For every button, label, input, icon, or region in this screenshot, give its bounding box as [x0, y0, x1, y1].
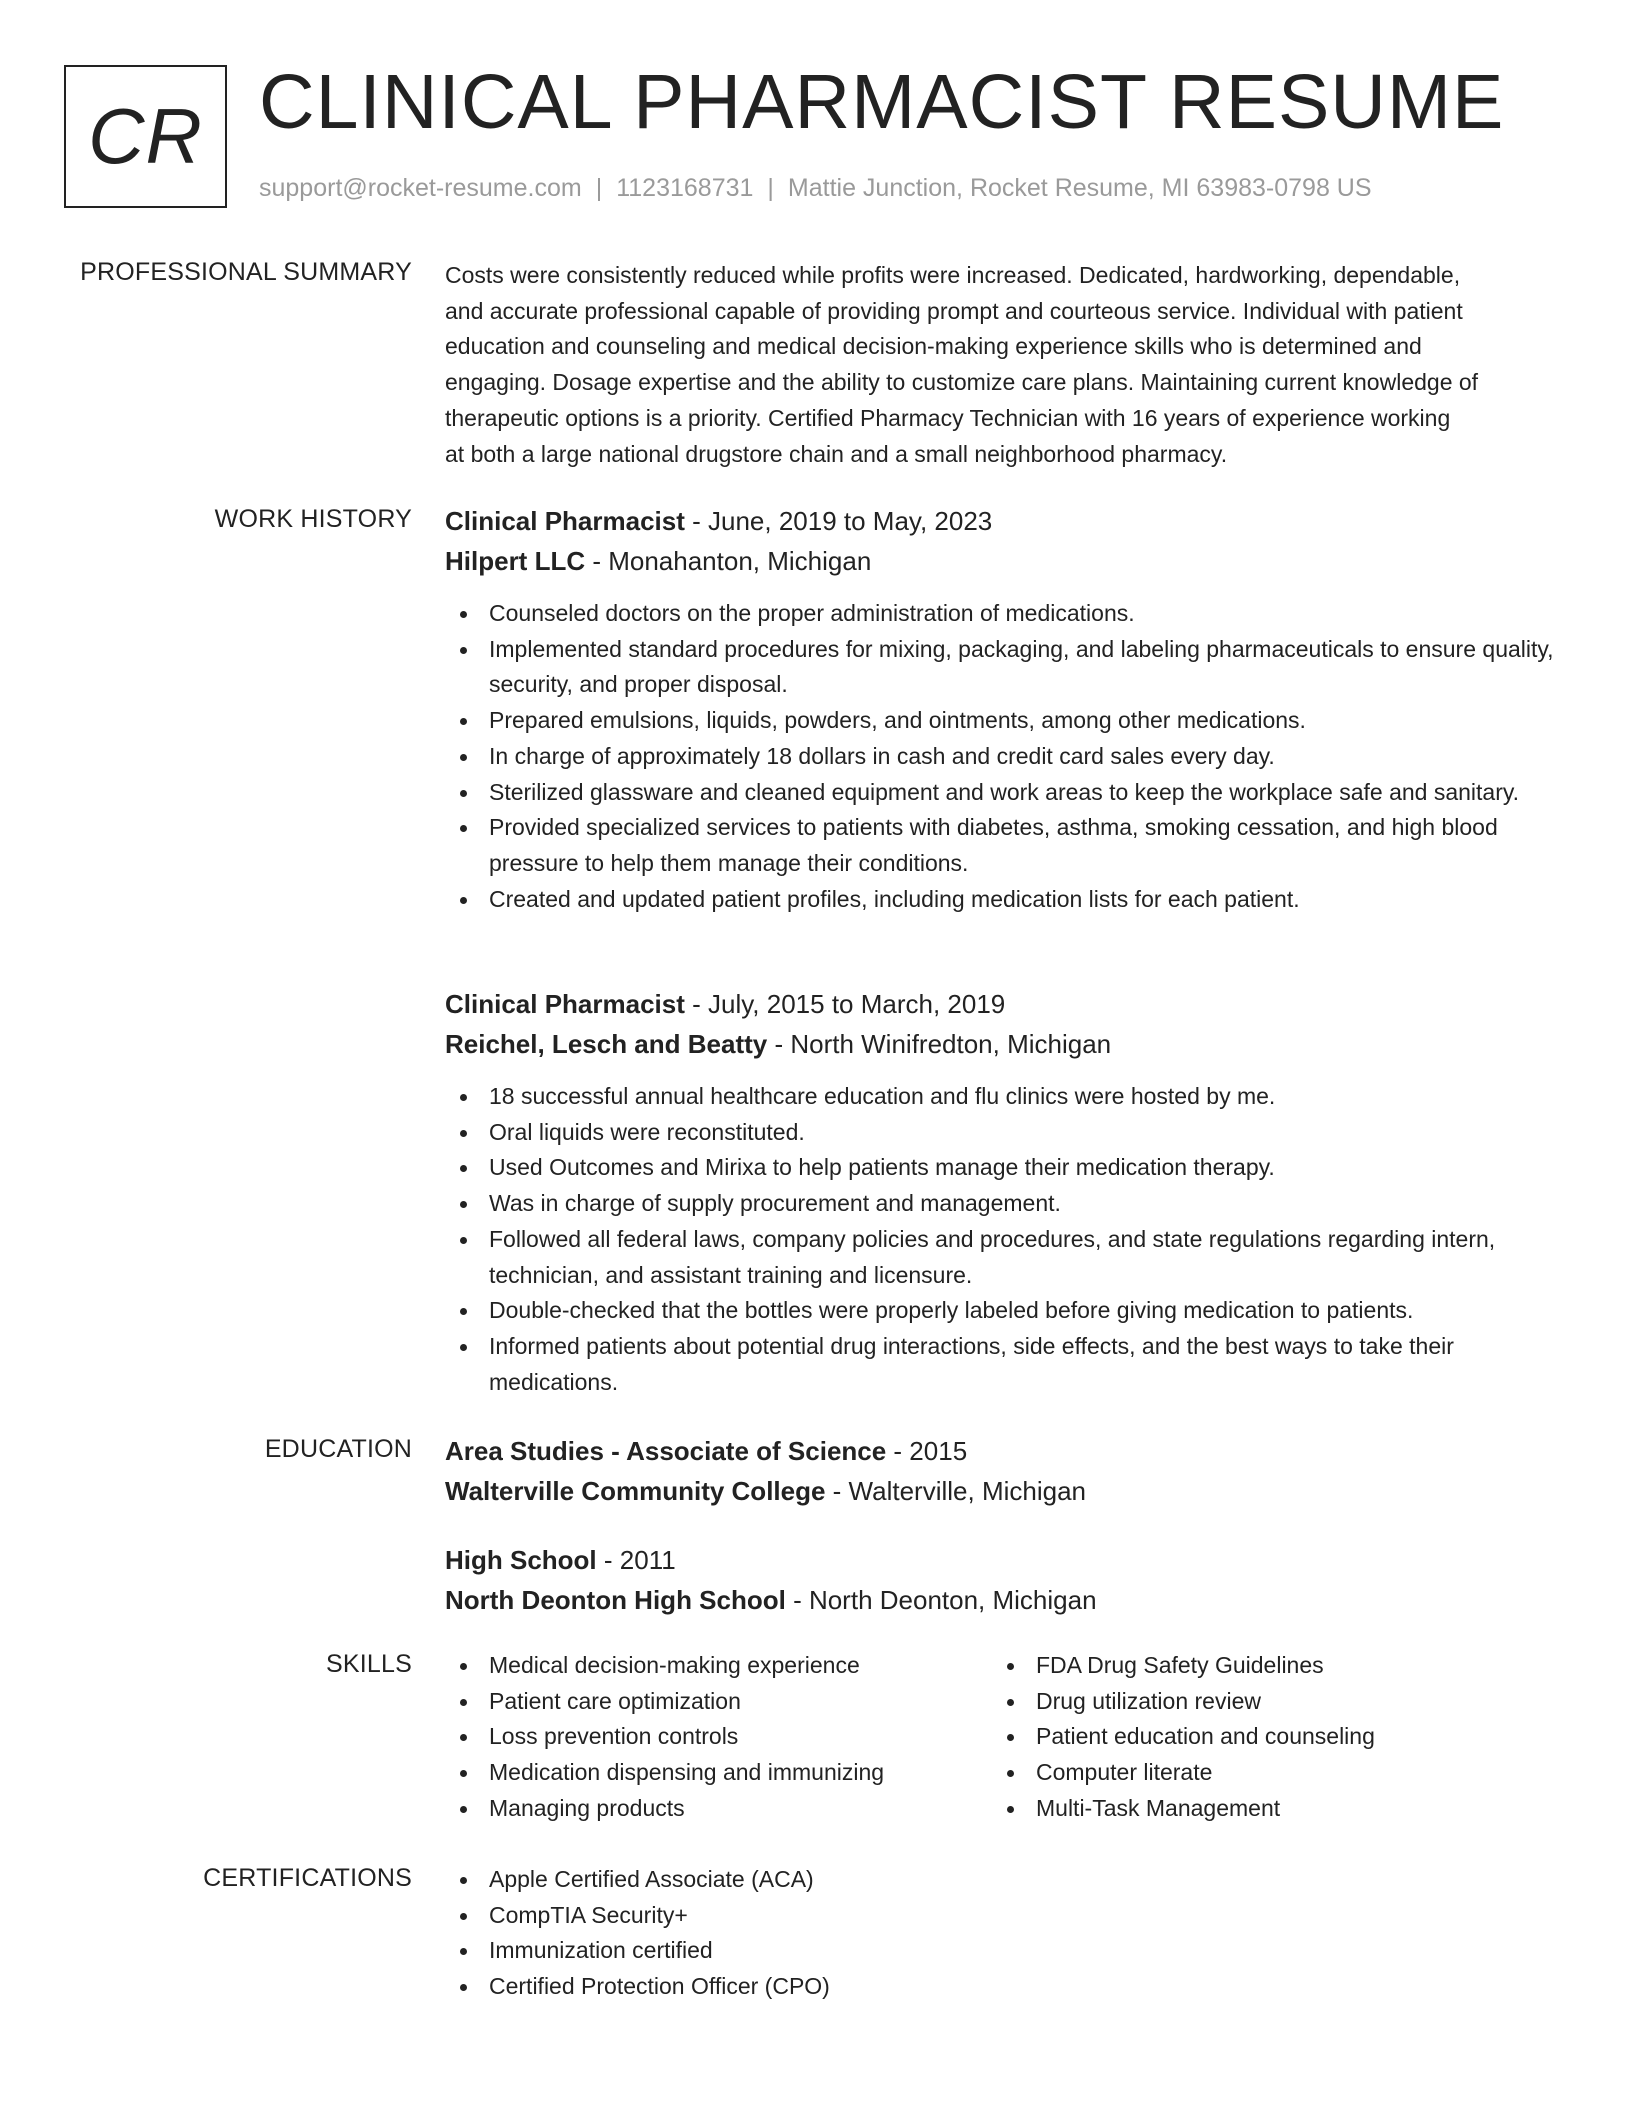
- list-item: 18 successful annual healthcare education and flu clinics were hosted by me.: [445, 1079, 1565, 1115]
- job-location: - Monahanton, Michigan: [585, 546, 872, 576]
- skill-item: Loss prevention controls: [445, 1719, 992, 1755]
- job-company: Hilpert LLC: [445, 546, 586, 576]
- skill-item: Managing products: [445, 1791, 992, 1827]
- summary-line: and accurate professional capable of providing prompt and courteous service. Individual with patient: [445, 297, 1463, 324]
- certifications-list: [445, 1862, 1565, 2005]
- list-item: Oral liquids were reconstituted.: [445, 1115, 1565, 1151]
- section-label-skills: SKILLS: [326, 1650, 412, 1678]
- contact-line: [259, 174, 1372, 203]
- skill-item: Computer literate: [992, 1755, 1539, 1791]
- contact-address: Mattie Junction, Rocket Resume, MI 63983-0798 US: [787, 174, 1372, 202]
- job-company: Reichel, Lesch and Beatty: [445, 1029, 768, 1059]
- summary-line: at both a large national drugstore chain and a small neighborhood pharmacy.: [445, 440, 1228, 467]
- job-title: Clinical Pharmacist: [445, 506, 685, 536]
- education-location: - North Deonton, Michigan: [785, 1585, 1097, 1615]
- job-title-line: [445, 984, 1565, 1024]
- page-title: CLINICAL PHARMACIST RESUME: [259, 59, 1505, 145]
- skills-grid: [445, 1648, 1565, 1827]
- education-school: Walterville Community College: [445, 1476, 826, 1506]
- education-year: - 2011: [596, 1545, 676, 1575]
- list-item: Informed patients about potential drug interactions, side effects, and the best ways to take their medications.: [445, 1329, 1565, 1400]
- education-entry: [445, 1431, 1565, 1511]
- summary-line: Costs were consistently reduced while profits were increased. Dedicated, hardworking, dependable,: [445, 262, 1461, 288]
- section-label-certifications: CERTIFICATIONS: [203, 1864, 412, 1892]
- contact-email[interactable]: support@rocket-resume.com: [259, 174, 582, 202]
- summary-line: engaging. Dosage expertise and the ability to customize care plans. Maintaining current knowledge of: [445, 369, 1479, 396]
- contact-separator: |: [767, 174, 774, 202]
- education-degree-line: [445, 1431, 1565, 1471]
- education-year: - 2015: [886, 1436, 968, 1466]
- certification-item: CompTIA Security+: [445, 1898, 1565, 1934]
- list-item: Provided specialized services to patients with diabetes, asthma, smoking cessation, and high blood pressure to help them manage their conditions.: [445, 810, 1565, 881]
- skills-column-right: [992, 1648, 1539, 1827]
- job-location: - North Winifredton, Michigan: [767, 1029, 1112, 1059]
- summary-line: education and counseling and medical decision-making experience skills who is determined and: [445, 333, 1422, 360]
- skills-column-left: [445, 1648, 992, 1827]
- job-bullets: [445, 596, 1565, 917]
- certification-item: Immunization certified: [445, 1933, 1565, 1969]
- section-label-education: EDUCATION: [264, 1435, 412, 1463]
- education-degree-line: [445, 1540, 1565, 1580]
- education-school-line: [445, 1580, 1565, 1620]
- list-item: Implemented standard procedures for mixing, packaging, and labeling pharmaceuticals to ensure quality, security, and proper disposal.: [445, 632, 1565, 703]
- contact-separator: |: [595, 174, 603, 202]
- list-item: Sterilized glassware and cleaned equipment and work areas to keep the workplace safe and sanitary.: [445, 775, 1565, 811]
- education-school-line: [445, 1471, 1565, 1511]
- summary-line: therapeutic options is a priority. Certified Pharmacy Technician with 16 years of experience working: [445, 404, 1451, 431]
- education-location: - Walterville, Michigan: [825, 1476, 1086, 1506]
- contact-phone[interactable]: 1123168731: [616, 174, 754, 202]
- job-company-line: [445, 541, 1565, 581]
- job-company-line: [445, 1024, 1565, 1064]
- job-entry: [445, 984, 1565, 1064]
- skill-item: Medical decision-making experience: [445, 1648, 992, 1684]
- job-dates: - June, 2019 to May, 2023: [684, 506, 993, 536]
- section-label-work-history: WORK HISTORY: [214, 505, 412, 533]
- monogram-badge: [64, 65, 227, 208]
- certification-item: Apple Certified Associate (ACA): [445, 1862, 1565, 1898]
- list-item: Double-checked that the bottles were properly labeled before giving medication to patients.: [445, 1293, 1565, 1329]
- education-degree: High School: [445, 1545, 597, 1575]
- education-school: North Deonton High School: [445, 1585, 786, 1615]
- job-title-line: [445, 501, 1565, 541]
- education-degree: Area Studies - Associate of Science: [445, 1436, 887, 1466]
- list-item: Used Outcomes and Mirixa to help patients manage their medication therapy.: [445, 1150, 1565, 1186]
- list-item: Prepared emulsions, liquids, powders, and ointments, among other medications.: [445, 703, 1565, 739]
- skill-item: Patient care optimization: [445, 1684, 992, 1720]
- section-label-summary: PROFESSIONAL SUMMARY: [80, 258, 412, 286]
- job-bullets: [445, 1079, 1565, 1400]
- skill-item: Drug utilization review: [992, 1684, 1539, 1720]
- education-entry: [445, 1540, 1565, 1620]
- job-dates: - July, 2015 to March, 2019: [684, 989, 1006, 1019]
- certification-item: Certified Protection Officer (CPO): [445, 1969, 1565, 2005]
- list-item: Created and updated patient profiles, including medication lists for each patient.: [445, 882, 1565, 918]
- job-title: Clinical Pharmacist: [445, 989, 685, 1019]
- list-item: Counseled doctors on the proper administration of medications.: [445, 596, 1565, 632]
- list-item: In charge of approximately 18 dollars in cash and credit card sales every day.: [445, 739, 1565, 775]
- skill-item: FDA Drug Safety Guidelines: [992, 1648, 1539, 1684]
- skill-item: Medication dispensing and immunizing: [445, 1755, 992, 1791]
- skill-item: Multi-Task Management: [992, 1791, 1539, 1827]
- job-entry: [445, 501, 1565, 581]
- list-item: Followed all federal laws, company policies and procedures, and state regulations regarding intern, technician, and assistant training and licensure.: [445, 1222, 1565, 1293]
- skill-item: Patient education and counseling: [992, 1719, 1539, 1755]
- monogram-text: CR: [88, 92, 203, 180]
- list-item: Was in charge of supply procurement and management.: [445, 1186, 1565, 1222]
- summary-section: [445, 258, 1565, 472]
